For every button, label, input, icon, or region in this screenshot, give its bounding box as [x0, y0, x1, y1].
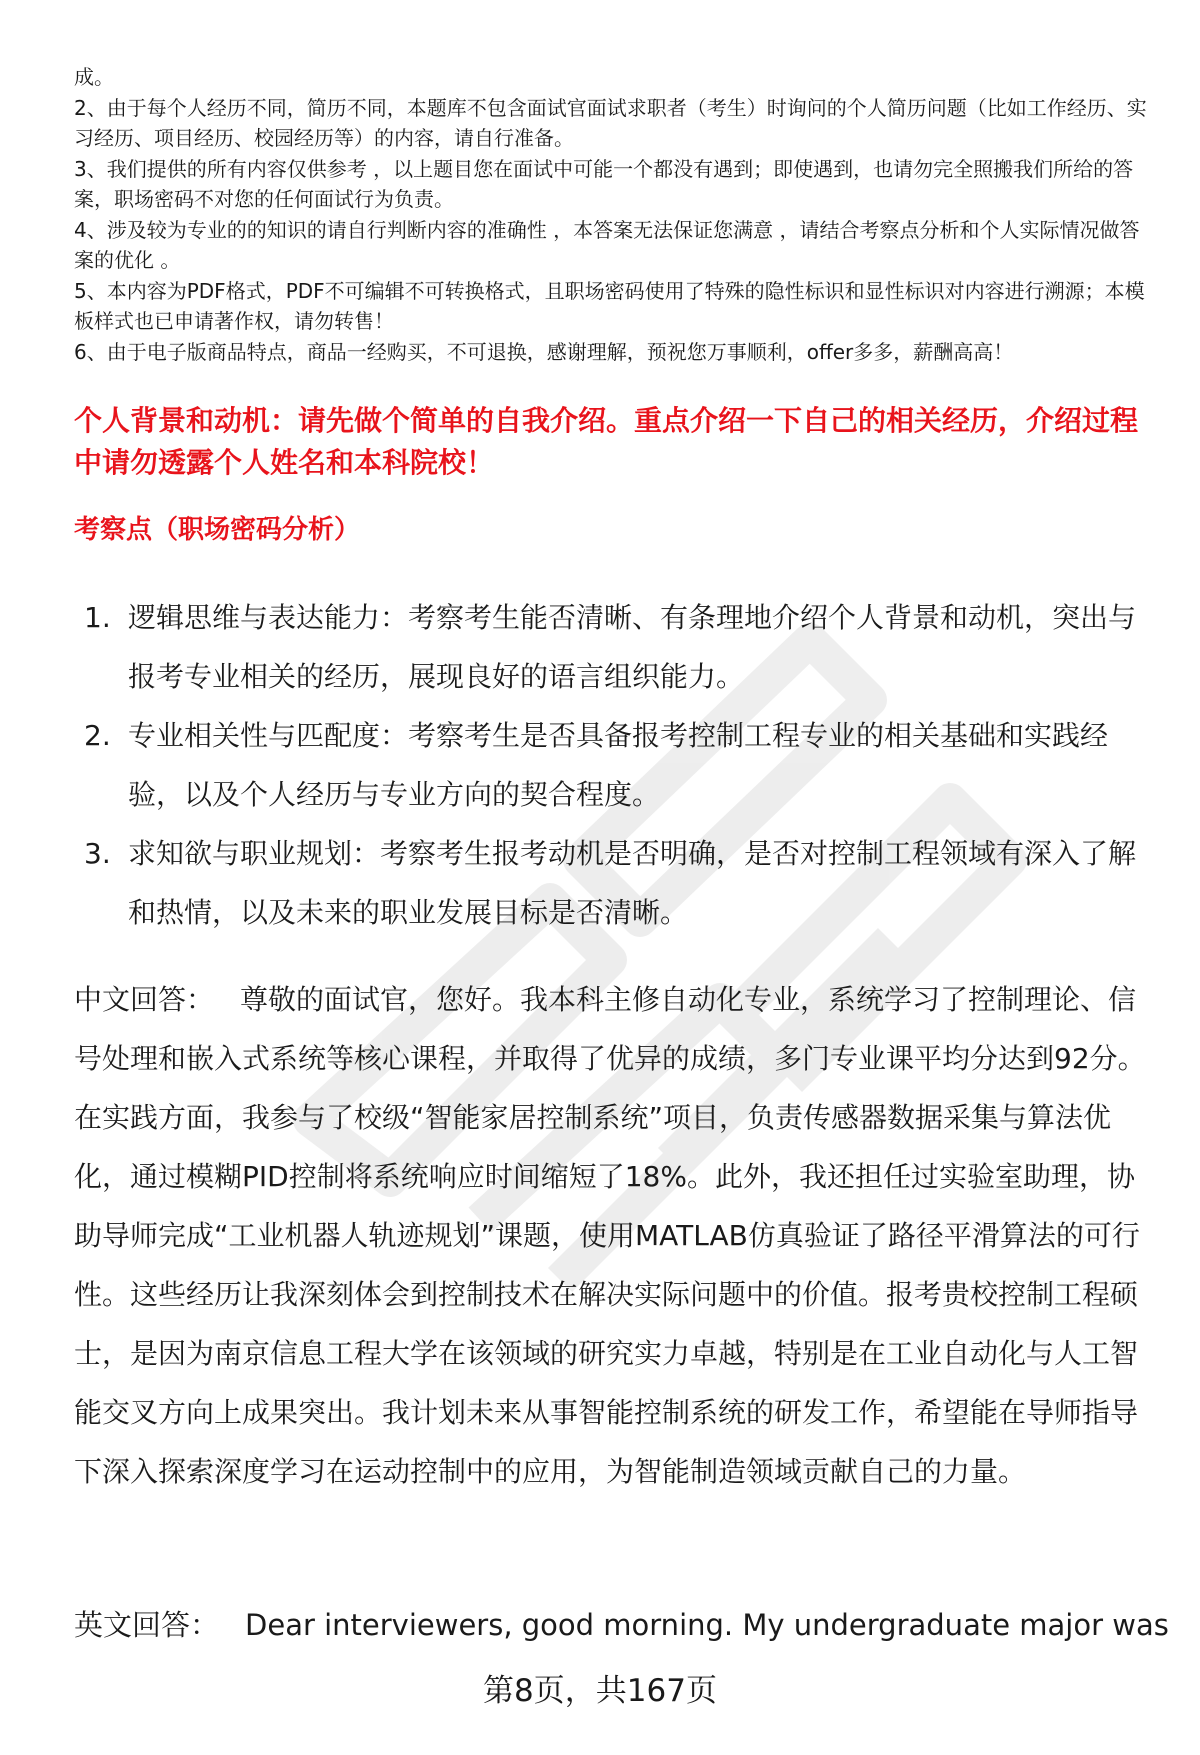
point-text: 求知欲与职业规划：考察考生报考动机是否明确，是否对控制工程领域有深入了解和热情，以及未来的职业发展目标是否清晰。 [128, 837, 1137, 929]
page-number-footer: 第8页，共167页 [483, 1673, 717, 1709]
note-line: 4、涉及较为专业的的知识的请自行判断内容的准确性 ，本答案无法保证您满意 ，请结合考察点分析和个人实际情况做答案的优化 。 [74, 217, 1140, 272]
point-text: 专业相关性与匹配度：考察考生是否具备报考控制工程专业的相关基础和实践经验，以及个人经历与专业方向的契合程度。 [128, 719, 1109, 811]
note-line: 2、由于每个人经历不同，简历不同，本题库不包含面试官面试求职者（考生）时询问的个人简历问题（比如工作经历、实习经历、项目经历、校园经历等）的内容，请自行准备。 [74, 95, 1147, 150]
point-text: 逻辑思维与表达能力：考察考生能否清晰、有条理地介绍个人背景和动机，突出与报考专业相关的经历，展现良好的语言组织能力。 [128, 601, 1137, 693]
point-number: 1. [84, 601, 111, 634]
interview-question: 个人背景和动机：请先做个简单的自我介绍。重点介绍一下自己的相关经历，介绍过程中请勿透露个人姓名和本科院校！ [74, 404, 1139, 479]
point-number: 3. [84, 837, 111, 870]
point-number: 2. [84, 719, 111, 752]
assessment-point [74, 588, 1154, 706]
assessment-point [74, 824, 1154, 942]
note-line: 6、由于电子版商品特点，商品一经购买，不可退换，感谢理解，预祝您万事顺利，offer多多，薪酬高高！ [74, 339, 1014, 364]
assessment-points-heading: 考察点（职场密码分析） [74, 515, 361, 545]
disclaimer-notes [74, 62, 1154, 367]
note-line: 成。 [74, 65, 114, 89]
assessment-points-list [74, 588, 1154, 942]
english-answer [74, 1596, 1169, 1655]
english-answer-text: Dear interviewers, good morning. My undergraduate major was [245, 1608, 1169, 1642]
english-answer-label: 英文回答： [74, 1608, 220, 1642]
chinese-answer-label: 中文回答： [74, 983, 215, 1016]
chinese-answer [74, 970, 1154, 1501]
note-line: 5、本内容为PDF格式，PDF不可编辑不可转换格式，且职场密码使用了特殊的隐性标识和显性标识对内容进行溯源；本模板样式也已申请著作权，请勿转售！ [74, 278, 1145, 333]
assessment-point [74, 706, 1154, 824]
chinese-answer-text: 尊敬的面试官，您好。我本科主修自动化专业，系统学习了控制理论、信号处理和嵌入式系统等核心课程，并取得了优异的成绩，多门专业课平均分达到92分。在实践方面，我参与了校级“智能家居控制系统”项目，负责传感器数据采集与算法优化，通过模糊PID控制将系统响应时间缩短了18%。此外，我还担任过实验室助理，协助导师完成“工业机器人轨迹规划”课题，使用MATLAB仿真验证了路径平滑算法的可行性。这些经历让我深刻体会到控制技术在解决实际问题中的价值。报考贵校控制工程硕士，是因为南京信息工程大学在该领域的研究实力卓越，特别是在工业自动化与人工智能交叉方向上成果突出。我计划未来从事智能控制系统的研发工作，希望能在导师指导下深入探索深度学习在运动控制中的应用，为智能制造领域贡献自己的力量。 [74, 983, 1146, 1488]
note-line: 3、我们提供的所有内容仅供参考 ，以上题目您在面试中可能一个都没有遇到；即使遇到，也请勿完全照搬我们所给的答案，职场密码不对您的任何面试行为负责。 [74, 156, 1134, 211]
